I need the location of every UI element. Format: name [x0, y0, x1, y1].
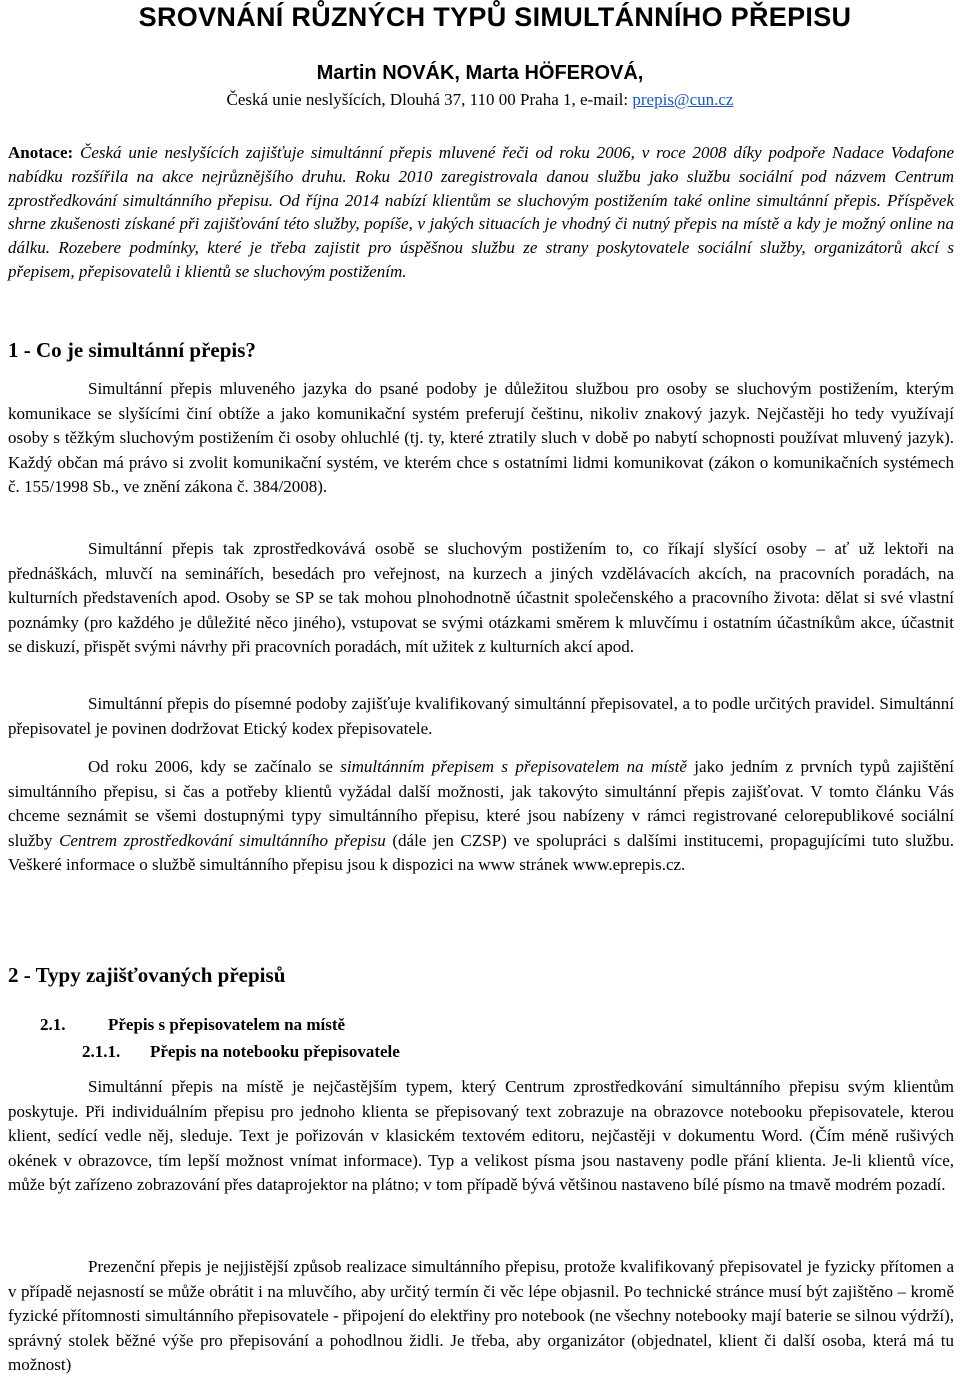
section-1-paragraph-3: Simultánní přepis do písemné podoby zajišťuje kvalifikovaný simultánní přepisovatel, a to podle určitých pravidel. Simultánní přepisovatel je povinen dodržovat Etický kodex přepisovatele. — [8, 694, 954, 738]
subsection-2-1-1-number: 2.1.1. — [82, 1042, 121, 1061]
subsection-2-1-1-heading — [82, 1042, 400, 1062]
abstract-label: Anotace: — [8, 143, 74, 162]
section-1-paragraph-1: Simultánní přepis mluveného jazyka do psané podoby je důležitou službou pro osoby se sluchovým postižením, kterým komunikace se slyšícími činí obtíže a jako komunikační systém preferují češtinu, nikoliv znakový jazyk. Nejčastěji ho tedy využívají osoby s těžkým sluchovým postižením či osoby ohluchlé (tj. ty, které ztratily sluch v době po nabytí schopnosti používat mluvený jazyk). Každý občan má právo si zvolit komunikační systém, ve kterém chce s ostatními lidmi komunikovat (zákon o komunikačních systémech č. 155/1998 Sb., ve znění zákona č. 384/2008). — [8, 379, 954, 496]
section-2-paragraph-2: Prezenční přepis je nejjistější způsob realizace simultánního přepisu, protože kvalifikovaný přepisovatel je fyzicky přítomen a v případě nejasností se může obrátit i na mluvčího, aby určitý termín či věc lépe objasnil. Po technické stránce musí být zajištěno – kromě fyzické přítomnosti simultánního přepisovatele - připojení do elektřiny pro notebook (ne všechny notebooky mají baterie se silnou výdrží), správný stolek běžné výše pro přepisování a pohodlnou židli. Je třeba, aby organizátor (objednatel, klient či další osoba, která má tu možnost) — [8, 1257, 954, 1374]
section-2-paragraph-1: Simultánní přepis na místě je nejčastějším typem, který Centrum zprostředkování simultánního přepisu svým klientům poskytuje. Při individuálním přepisu pro jednoho klienta se přepisovaný text zobrazuje na obrazovce notebooku přepisovatele, kterou klient, sedící vedle něj, sleduje. Text je pořizován v klasickém textovém editoru, nejčastěji v dokumentu Word. (Čím méně rušivých okének v obrazovce, tím lepší možnost vnímat informace). Typ a velikost písma jsou nastaveny podle přání klienta. Je-li klientů více, může být zařízeno zobrazování přes dataprojektor na plátno; v tom případě bývá většinou nastaveno bílé písmo na tmavě modrém pozadí. — [8, 1077, 954, 1194]
section-1-heading: 1 - Co je simultánní přepis? — [8, 338, 256, 362]
paper-title: SROVNÁNÍ RŮZNÝCH TYPŮ SIMULTÁNNÍHO PŘEPISU — [138, 2, 852, 32]
affiliation-line — [0, 90, 960, 110]
authors: Martin NOVÁK, Marta HÖFEROVÁ, — [316, 62, 644, 84]
paragraph-4-italic-center: Centrem zprostředkování simultánního přepisu — [59, 830, 386, 850]
email-link[interactable]: prepis@cun.cz — [632, 90, 734, 109]
paragraph-4-text-a: Od roku 2006, kdy se začínalo se — [88, 757, 341, 776]
subsection-2-1-number: 2.1. — [40, 1015, 66, 1034]
paragraph-4-text-b: jako jedním z prvních typů zajištění simultánního přepisu, si čas a potřeby klientů vyžádal další možnosti, jak takovýto simultánní přepis zajišťovat. V tomto článku Vás chceme seznámit se všemi dostupnými typy simultánního přepisu, které jsou nabízeny v rámci registrované celorepublikové sociální služby — [8, 757, 955, 850]
abstract — [8, 141, 954, 284]
subsection-2-1-1-title: Přepis na notebooku přepisovatele — [150, 1042, 400, 1061]
paragraph-4-text-c: (dále jen CZSP) ve spolupráci s dalšími institucemi, propagujícími tuto službu. Veškeré informace o službě simultánního přepisu jsou k dispozici na www stránek www.eprepis.cz. — [8, 830, 954, 874]
subsection-2-1-heading — [40, 1015, 345, 1035]
section-1-paragraph-2: Simultánní přepis tak zprostředkovává osobě se sluchovým postižením to, co říkají slyšící osoby – ať už lektoři na přednáškách, mluvčí na seminářích, besedách pro veřejnost, na kurzech a jiných vzdělávacích akcích, na pracovních poradách, na kulturních představeních apod. Osoby se SP se tak mohou plnohodnotně účastnit společenského a pracovního života: dělat si své vlastní poznámky (pro každého je důležité něco jiného), vstupovat se svými otázkami směrem k mluvčímu i ostatním účastníkům akce, účastnit se diskuzí, přispět svými návrhy při pracovních poradách, mít užitek z kulturních akcí apod. — [8, 539, 954, 656]
paragraph-4-italic-term: simultánním přepisem s přepisovatelem na místě — [340, 757, 687, 776]
section-2-heading: 2 - Typy zajišťovaných přepisů — [8, 963, 286, 987]
affiliation-text: Česká unie neslyšících, Dlouhá 37, 110 00 Praha 1, e-mail: — [226, 90, 633, 109]
section-1-paragraph-4 — [8, 755, 954, 878]
subsection-2-1-title: Přepis s přepisovatelem na místě — [108, 1015, 346, 1034]
abstract-text: Česká unie neslyšících zajišťuje simultánní přepis mluvené řeči od roku 2006, v roce 2008 díky podpoře Nadace Vodafone nabídku rozšířila na akce nejrůznějšího druhu. Roku 2010 zaregistrovala danou službu jako službu sociální pod názvem Centrum zprostředkování simultánního přepisu. Od října 2014 nabízí klientům se sluchovým postižením také online simultánní přepis. Příspěvek shrne zkušenosti získané při zajišťování této služby, popíše, v jakých situacích je vhodný či nutný přepis na místě a kdy je možný online na dálku. Rozebere podmínky, které je třeba zajistit pro úspěšnou službu ze strany poskytovatele sociální služby, organizátorů akcí s přepisem, přepisovatelů i klientů se sluchovým postižením. — [8, 143, 954, 281]
